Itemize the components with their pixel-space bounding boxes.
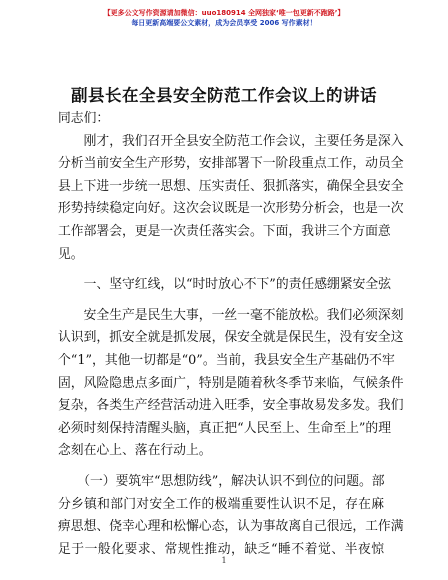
document-body xyxy=(58,108,404,561)
paragraph-line: 痹思想、侥幸心理和松懈心态，认为事故离自己很远，工作满 xyxy=(58,519,404,535)
section-heading-1 xyxy=(58,274,392,297)
paragraph-intro xyxy=(58,131,404,267)
banner-line-wechat: 【更多公文写作资源请加微信：uuo180914 全网独家‘唯一包更新不跑路’】 xyxy=(103,9,345,17)
paragraph-line: 分乡镇和部门对安全工作的极端重要性认识不足，存在麻 xyxy=(58,496,384,512)
paragraph-line: （一）要筑牢“思想防线”，解决认识不到位的问题。部 xyxy=(58,473,385,489)
paragraph-line: 念刻在心上、落在行动上。 xyxy=(58,443,212,459)
paragraph-line: 见。 xyxy=(58,246,84,262)
banner-line-membership: 每日更新高端要公文素材，成为会员享受 2006 写作素材！ xyxy=(131,19,317,27)
paragraph-line: 安全生产是民生大事，一丝一毫不能放松。我们必须深刻 xyxy=(58,307,404,323)
document-title: 副县长在全县安全防范工作会议上的讲话 xyxy=(71,86,377,105)
section-heading-line: 一、坚守红线，以“时时放心不下”的责任感绷紧安全弦 xyxy=(58,277,392,293)
paragraph-line: 固，风险隐患点多面广，特别是随着秋冬季节来临，气候条件 xyxy=(58,375,404,391)
paragraph-line: 复杂，各类生产经营活动进入旺季，安全事故易发多发。我们 xyxy=(58,398,404,414)
paragraph-subsection-1 xyxy=(58,471,404,561)
paragraph-line: 形势持续稳定向好。这次会议既是一次形势分析会，也是一次 xyxy=(58,201,404,217)
paragraph-line: 分析当前安全生产形势，安排部署下一阶段重点工作，动员全 xyxy=(58,156,404,172)
greeting-line: 同志们： xyxy=(58,111,110,126)
paragraph-line: 必须时刻保持清醒头脑，真正把“人民至上、生命至上”的理 xyxy=(58,420,392,436)
paragraph-safety xyxy=(58,305,404,463)
paragraph-line: 工作部署会，更是一次责任落实会。下面，我讲三个方面意 xyxy=(58,223,391,239)
paragraph-line: 个“1”，其他一切都是“0”。当前，我县安全生产基础仍不牢 xyxy=(58,352,395,368)
greeting xyxy=(58,108,384,131)
header-banner xyxy=(0,8,448,28)
paragraph-line: 县上下进一步统一思想、压实责任、狠抓落实，确保全县安全 xyxy=(58,178,404,194)
paragraph-line: 刚才，我们召开全县安全防范工作会议，主要任务是深入 xyxy=(58,133,404,149)
paragraph-line: 足于一般化要求、常规性推动，缺乏“睡不着觉、半夜惊 xyxy=(58,541,384,557)
paragraph-line: 认识到，抓安全就是抓发展，保安全就是保民生，没有安全这 xyxy=(58,330,404,346)
page-number: 1 xyxy=(221,556,227,565)
